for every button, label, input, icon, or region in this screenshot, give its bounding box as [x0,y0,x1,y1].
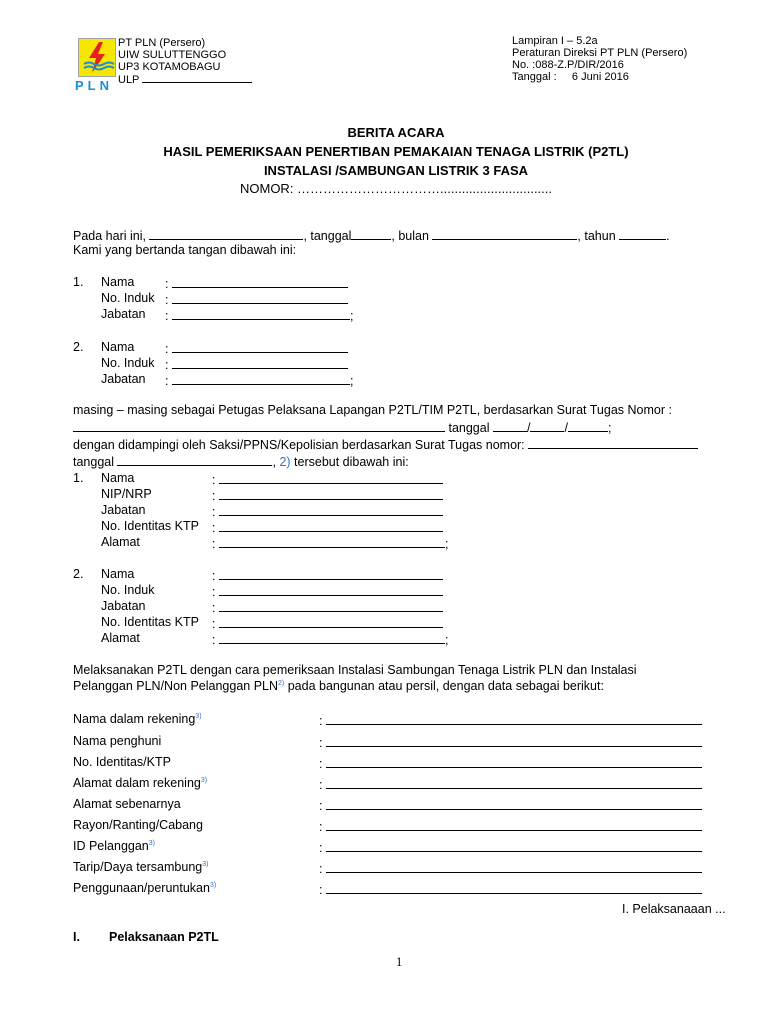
doc-subtitle: HASIL PEMERIKSAAN PENERTIBAN PEMAKAIAN TENAGA LISTRIK (P2TL) [163,144,629,159]
customer-field[interactable] [326,860,702,873]
customer-field[interactable] [326,776,702,789]
letter-day-field[interactable] [493,419,527,432]
year-blank[interactable] [619,227,666,240]
org-line: PT PLN (Persero) [118,37,206,49]
intro-line: Pada hari ini, , tanggal , bulan , tahun . [73,229,670,243]
letter-year-field[interactable] [568,419,608,432]
witness-name-field[interactable] [219,567,443,580]
para-execution: Melaksanakan P2TL dengan cara pemeriksaan Instalasi Sambungan Tenaga Listrik PLN dan Instalasi [73,663,637,677]
witness-date-field[interactable] [117,453,272,466]
witness-label: Jabatan [101,503,146,517]
witness-address-field[interactable] [219,631,445,644]
customer-label: No. Identitas/KTP [73,755,171,769]
witness-label: Alamat [101,631,140,645]
org-line-ulp: ULP [118,73,252,86]
para-witness-2: tanggal , 2) tersebut dibawah ini: [73,455,409,469]
date-blank[interactable] [351,227,391,240]
witness-label: Nama [101,471,135,485]
ref-line: No. :088-Z.P/DIR/2016 [512,59,624,71]
customer-field[interactable] [326,839,702,852]
witness-position-field[interactable] [219,503,443,516]
continue-note: I. Pelaksanaaan ... [622,902,726,916]
officer-name-field[interactable] [172,340,348,353]
para-assignment-2: tanggal / / ; [73,419,611,435]
officer-number: 2. [73,340,84,354]
month-blank[interactable] [432,227,577,240]
customer-field[interactable] [326,818,702,831]
witness-number: 1. [73,471,84,485]
witness-ktp-field[interactable] [219,519,443,532]
officer-position-field[interactable] [172,372,350,385]
officer-id-field[interactable] [172,356,348,369]
org-block [118,37,252,86]
doc-title: BERITA ACARA [347,125,445,140]
witness-label: No. Identitas KTP [101,615,199,629]
org-line: UIW SULUTTENGGO [118,49,227,61]
customer-label: Tarip/Daya tersambung$^{3)}$ [73,860,209,874]
customer-field[interactable] [326,881,702,894]
doc-number: NOMOR: ……………………………............................... [239,181,553,196]
ref-line: Tanggal : 6 Juni 2016 [512,71,629,83]
customer-label: Penggunaan/peruntukan$^{3)}$ [73,881,217,895]
ref-line: Peraturan Direksi PT PLN (Persero) [512,47,688,59]
ref-line: Lampiran I – 5.2a [512,35,598,47]
customer-label: Alamat dalam rekening$^{3)}$ [73,776,208,790]
witness-id-field[interactable] [219,583,443,596]
customer-field[interactable] [326,712,702,725]
section-number: I. [73,930,80,944]
doc-subtitle-2: INSTALASI /SAMBUNGAN LISTRIK 3 FASA [263,163,529,178]
witness-name-field[interactable] [219,471,443,484]
para-execution-2: Pelanggan PLN/Non Pelanggan PLN$^{2)}$ pada bangunan atau persil, dengan data sebagai berikut: [73,679,604,693]
witness-label: Nama [101,567,135,581]
letter-month-field[interactable] [530,419,564,432]
customer-field[interactable] [326,755,702,768]
officer-label: Nama [101,275,135,289]
org-line: UP3 KOTAMOBAGU [118,61,221,73]
officer-label: No. Induk [101,291,155,305]
page-number: 1 [396,955,403,969]
witness-label: No. Induk [101,583,155,597]
letter-number-field[interactable] [73,419,445,432]
officer-label: No. Induk [101,356,155,370]
officer-name-field[interactable] [172,275,348,288]
witness-label: Alamat [101,535,140,549]
witness-position-field[interactable] [219,599,443,612]
witness-letter-field[interactable] [528,436,698,449]
customer-label: Nama dalam rekening$^{3)}$ [73,712,202,726]
officer-number: 1. [73,275,84,289]
officer-label: Jabatan [101,372,146,386]
customer-label: Rayon/Ranting/Cabang [73,818,203,832]
witness-nip-field[interactable] [219,487,443,500]
reference-block [512,35,687,83]
intro-line-2: Kami yang bertanda tangan dibawah ini: [73,243,297,257]
customer-label: Alamat sebenarnya [73,797,181,811]
lightning-icon [79,39,115,76]
witness-number: 2. [73,567,84,581]
officer-label: Jabatan [101,307,146,321]
witness-label: NIP/NRP [101,487,152,501]
customer-label: Nama penghuni [73,734,162,748]
witness-label: No. Identitas KTP [101,519,199,533]
pln-logo-text: PLN [75,78,113,93]
officer-label: Nama [101,340,135,354]
witness-address-field[interactable] [219,535,445,548]
customer-label: ID Pelanggan$^{3)}$ [73,839,155,853]
officer-id-field[interactable] [172,291,348,304]
para-witness: dengan didampingi oleh Saksi/PPNS/Kepolisian berdasarkan Surat Tugas nomor: [73,436,698,452]
witness-ktp-field[interactable] [219,615,443,628]
officer-position-field[interactable] [172,307,350,320]
witness-label: Jabatan [101,599,146,613]
para-assignment: masing – masing sebagai Petugas Pelaksana Lapangan P2TL/TIM P2TL, berdasarkan Surat Tugas Nomor : [73,403,672,417]
pln-logo [78,38,116,77]
customer-field[interactable] [326,734,702,747]
customer-field[interactable] [326,797,702,810]
section-title: Pelaksanaan P2TL [109,930,219,944]
day-blank[interactable] [149,227,303,240]
ulp-blank[interactable] [142,73,252,83]
